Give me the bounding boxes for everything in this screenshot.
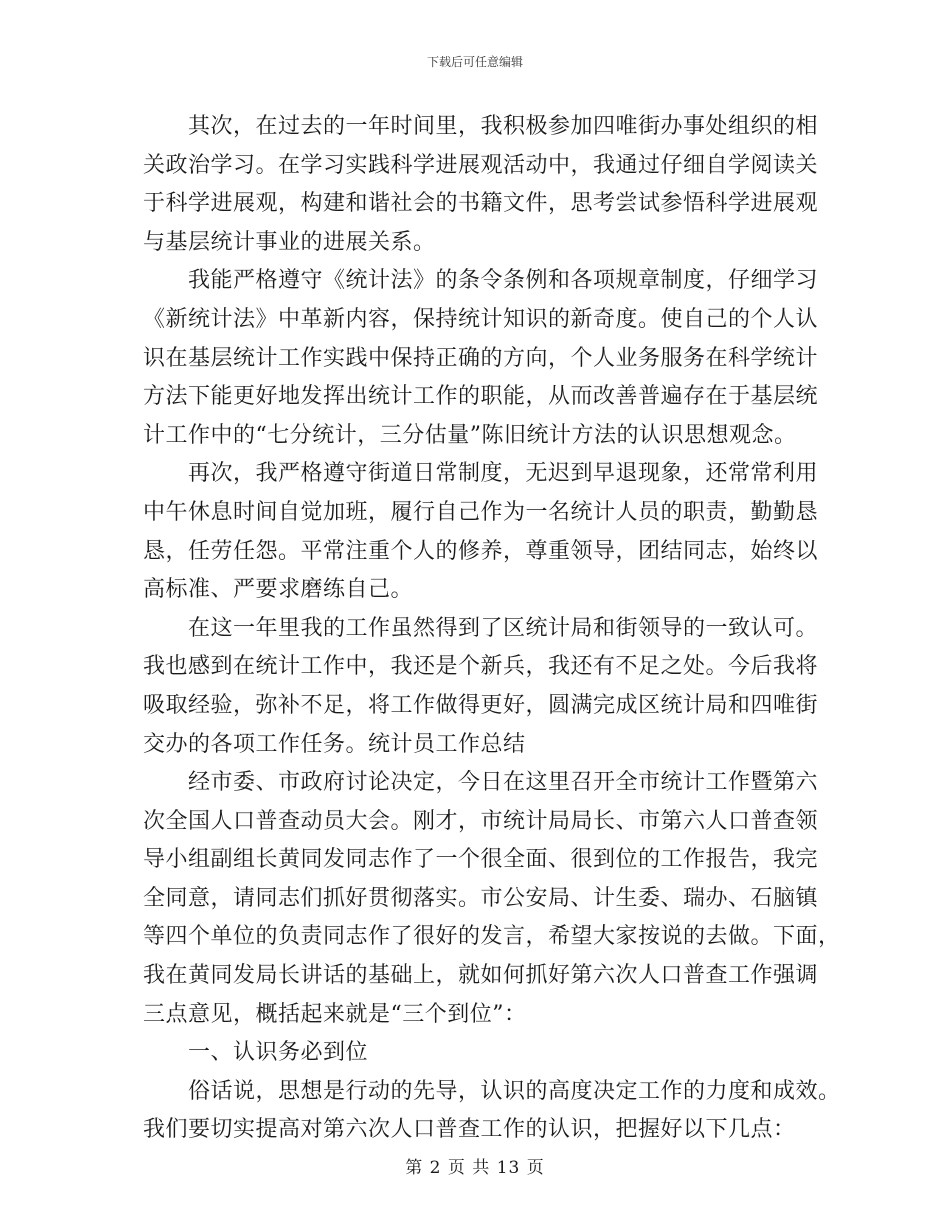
text-line: 我在黄同发局长讲话的基础上，就如何抓好第六次人口普查工作强调 — [143, 963, 819, 989]
page-number: 第 2 页 共 13 页 — [405, 1158, 545, 1178]
text-line: 《新统计法》中革新内容，保持统计知识的新奇度。使自己的个人认 — [143, 306, 819, 332]
section-heading: 一、认识务必到位 — [188, 1040, 369, 1066]
text-line: 恳，任劳任怨。平常注重个人的修养，尊重领导，团结同志，始终以 — [143, 538, 819, 564]
text-line: 我也感到在统计工作中，我还是个新兵，我还有不足之处。今后我将 — [143, 654, 819, 680]
text-line: 计工作中的“七分统计，三分估量”陈旧统计方法的认识思想观念。 — [143, 422, 797, 448]
text-line: 中午休息时间自觉加班，履行自己作为一名统计人员的职责，勤勤恳 — [143, 499, 819, 525]
text-line: 交办的各项工作任务。统计员工作总结 — [143, 731, 526, 757]
text-line: 高标准、严要求磨练自己。 — [143, 577, 414, 603]
text-line: 再次，我严格遵守街道日常制度，无迟到早退现象，还常常利用 — [188, 461, 819, 487]
text-line: 全同意，请同志们抓好贯彻落实。市公安局、计生委、瑞办、石脑镇 — [143, 885, 819, 911]
text-line: 方法下能更好地发挥出统计工作的职能，从而改善普遍存在于基层统 — [143, 384, 819, 410]
text-line: 经市委、市政府讨论决定，今日在这里召开全市统计工作暨第六 — [188, 770, 819, 796]
text-line: 次全国人口普查动员大会。刚才，市统计局局长、市第六人口普查领 — [143, 808, 819, 834]
text-line: 识在基层统计工作实践中保持正确的方向，个人业务服务在科学统计 — [143, 345, 819, 371]
text-line: 其次，在过去的一年时间里，我积极参加四唯街办事处组织的相 — [188, 114, 819, 139]
header-note: 下载后可任意编辑 — [426, 55, 523, 69]
text-line: 关政治学习。在学习实践科学进展观活动中，我通过仔细自学阅读关 — [143, 152, 819, 178]
text-line: 俗话说，思想是行动的先导，认识的高度决定工作的力度和成效。 — [188, 1078, 841, 1104]
text-line: 吸取经验，弥补不足，将工作做得更好，圆满完成区统计局和四唯街 — [143, 692, 819, 718]
document-body — [143, 108, 841, 1150]
text-line: 于科学进展观，构建和谐社会的书籍文件，思考尝试参悟科学进展观 — [143, 191, 819, 217]
text-line: 我能严格遵守《统计法》的条令条例和各项规章制度，仔细学习 — [188, 268, 819, 294]
text-line: 在这一年里我的工作虽然得到了区统计局和街领导的一致认可。 — [188, 615, 819, 641]
text-line: 等四个单位的负责同志作了很好的发言，希望大家按说的去做。下面， — [143, 924, 841, 950]
text-line: 导小组副组长黄同发同志作了一个很全面、很到位的工作报告，我完 — [143, 847, 819, 873]
text-line: 与基层统计事业的进展关系。 — [143, 229, 436, 255]
text-line: 我们要切实提高对第六次人口普查工作的认识，把握好以下几点： — [143, 1117, 796, 1143]
text-line: 三点意见，概括起来就是“三个到位”： — [143, 1001, 527, 1027]
